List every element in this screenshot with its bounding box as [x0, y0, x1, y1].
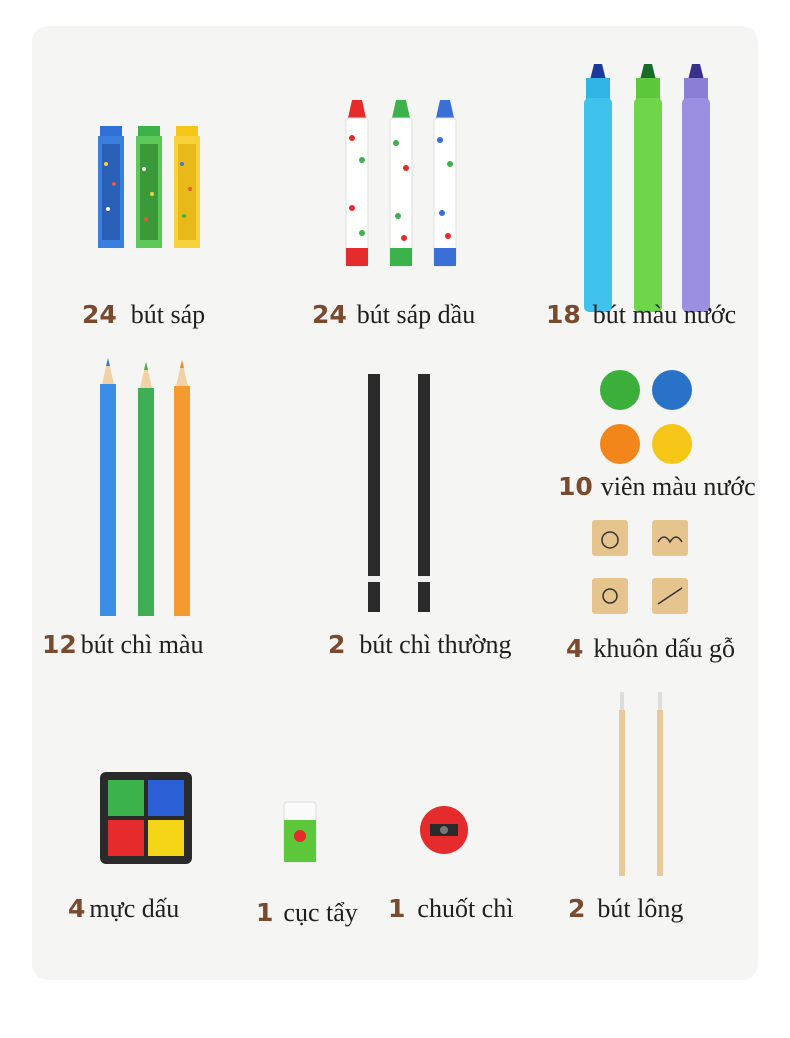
graphite-pencil-icon	[418, 374, 430, 612]
graphite-pencils-image	[364, 372, 444, 614]
paint-brushes-image	[614, 690, 674, 880]
marker-purple-icon	[682, 64, 710, 312]
ink-blue-icon	[148, 780, 184, 816]
item-label: bút sáp dầu	[356, 300, 476, 329]
item-count: 24	[82, 300, 117, 329]
item-label: bút chì màu	[80, 630, 204, 659]
item-count: 1	[388, 894, 406, 923]
pencil-green-icon	[138, 362, 154, 616]
item-label: bút chì thường	[359, 630, 512, 659]
crayons-image	[340, 98, 460, 270]
paint-brush-icon	[619, 692, 625, 876]
item-count: 1	[256, 898, 274, 927]
oil-pastel-blue-icon	[98, 126, 124, 248]
oil-pastel-yellow-icon	[174, 126, 200, 248]
item-count: 2	[568, 894, 586, 923]
watercolor-orange-icon	[600, 424, 640, 464]
item-count: 4	[566, 634, 584, 663]
item-count: 2	[328, 630, 346, 659]
wooden-stamps-image	[588, 518, 698, 618]
crayon-red-icon	[346, 100, 368, 266]
item-graphite-pencils	[328, 630, 511, 660]
product-card	[32, 26, 758, 980]
item-markers	[546, 300, 736, 330]
ink-yellow-icon	[148, 820, 184, 856]
markers-image	[582, 60, 712, 316]
watercolor-green-icon	[600, 370, 640, 410]
item-label: viên màu nước	[600, 472, 756, 501]
item-sharpener	[388, 894, 513, 924]
watercolor-yellow-icon	[652, 424, 692, 464]
item-label: bút sáp	[130, 300, 206, 329]
watercolor-cakes-image	[598, 368, 698, 468]
watercolor-blue-icon	[652, 370, 692, 410]
item-count: 12	[42, 630, 77, 659]
marker-blue-icon	[584, 64, 612, 312]
item-wooden-stamps	[566, 634, 735, 664]
graphite-pencil-icon	[368, 374, 380, 612]
item-count: 4	[68, 894, 86, 923]
item-count: 24	[312, 300, 347, 329]
item-eraser	[256, 898, 358, 928]
item-crayons	[312, 300, 475, 330]
item-count: 18	[546, 300, 581, 329]
item-label: mực dấu	[89, 894, 180, 923]
marker-green-icon	[634, 64, 662, 312]
crayon-green-icon	[390, 100, 412, 266]
item-oil-pastels	[82, 300, 205, 330]
colored-pencils-image	[96, 358, 196, 618]
item-watercolor-cakes	[558, 472, 756, 502]
stamp-leaf-icon	[652, 578, 688, 614]
ink-green-icon	[108, 780, 144, 816]
oil-pastel-green-icon	[136, 126, 162, 248]
stamp-apple-icon	[592, 520, 628, 556]
paint-brush-icon	[657, 692, 663, 876]
item-ink-pad	[68, 894, 179, 924]
pencil-blue-icon	[100, 358, 116, 616]
eraser-image	[282, 800, 318, 864]
stamp-caterpillar-icon	[652, 520, 688, 556]
item-label: bút lông	[597, 894, 684, 923]
item-paint-brushes	[568, 894, 683, 924]
item-label: bút màu nước	[592, 300, 737, 329]
stamp-sun-icon	[592, 578, 628, 614]
oil-pastels-image	[94, 124, 204, 254]
ink-red-icon	[108, 820, 144, 856]
item-label: khuôn dấu gỗ	[593, 634, 735, 663]
item-count: 10	[558, 472, 593, 501]
pencil-orange-icon	[174, 360, 190, 616]
ink-pad-image	[98, 770, 194, 866]
item-label: chuốt chì	[417, 894, 514, 923]
crayon-blue-icon	[434, 100, 456, 266]
item-colored-pencils	[42, 630, 204, 660]
sharpener-image	[416, 802, 472, 858]
item-label: cục tẩy	[283, 898, 358, 927]
